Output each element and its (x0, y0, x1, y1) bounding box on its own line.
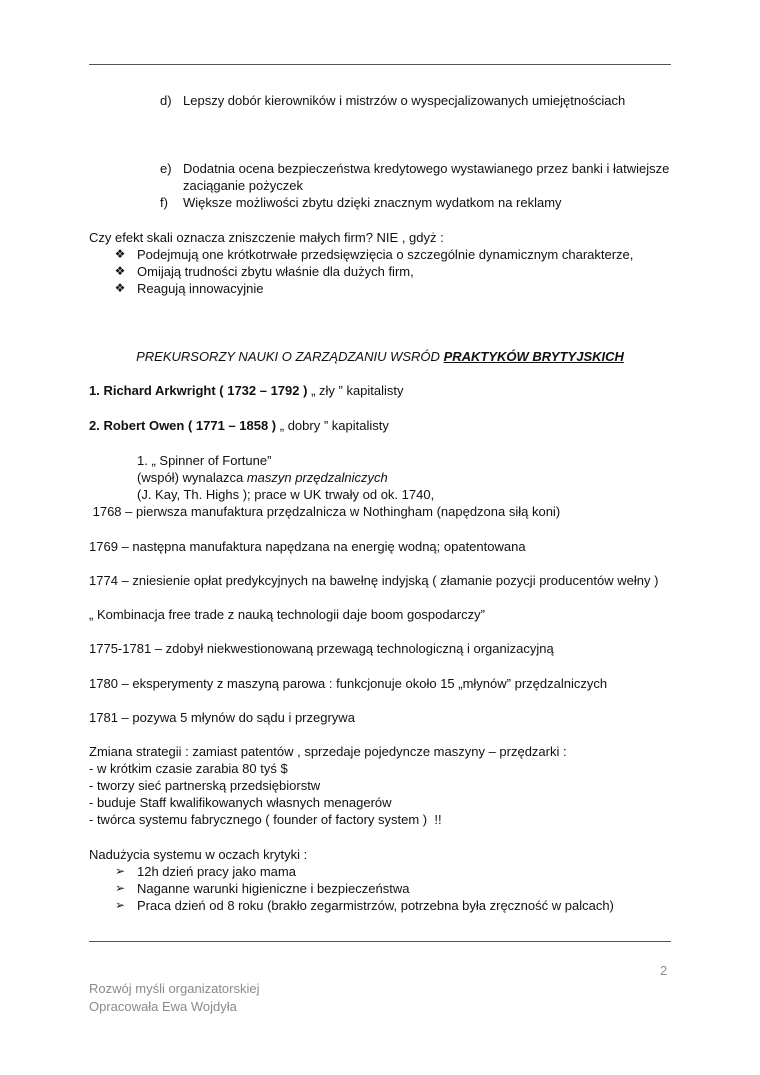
strategy-item: - buduje Staff kwalifikowanych własnych menagerów (89, 795, 392, 810)
diamond-bullet-icon: ❖ (114, 247, 126, 261)
event-line: 1774 – zniesienie opłat predykcyjnych na bawełnę indyjską ( złamanie pozycji producentów wełny ) (89, 573, 659, 588)
sub-line-2-italic: maszyn przędzalniczych (246, 470, 388, 485)
event-line: „ Kombinacja free trade z nauką technologii daje boom gospodarczy” (89, 607, 486, 622)
list-marker-f: f) (160, 195, 168, 210)
page-number: 2 (660, 963, 668, 978)
abuse-item: 12h dzień pracy jako mama (137, 864, 296, 879)
footer-rule (89, 941, 671, 942)
sub-line-2 (137, 469, 388, 486)
list-item-d: Lepszy dobór kierowników i mistrzów o wyspecjalizowanych umiejętnościach (183, 93, 626, 108)
reason-item: Reagują innowacyjnie (137, 281, 264, 296)
footer-author: Opracowała Ewa Wojdyła (89, 999, 237, 1014)
person-arkwright-label: „ zły ” kapitalisty (307, 383, 404, 398)
person-owen-label: „ dobry ” kapitalisty (276, 418, 389, 433)
event-line: 1780 – eksperymenty z maszyną parowa : funkcjonuje około 15 „młynów” przędzalniczych (89, 676, 608, 691)
event-line: 1781 – pozywa 5 młynów do sądu i przegrywa (89, 710, 355, 725)
strategy-item: - twórca systemu fabrycznego ( founder of factory system ) !! (89, 812, 442, 827)
footer-course-title: Rozwój myśli organizatorskiej (89, 981, 260, 996)
arrow-bullet-icon: ➢ (114, 864, 126, 878)
person-arkwright (89, 382, 404, 399)
abuse-item: Naganne warunki higieniczne i bezpieczeństwa (137, 881, 410, 896)
person-owen-name: 2. Robert Owen ( 1771 – 1858 ) (89, 418, 277, 433)
list-marker-e: e) (160, 161, 172, 176)
arrow-bullet-icon: ➢ (114, 881, 126, 895)
diamond-bullet-icon: ❖ (114, 264, 126, 278)
list-item-e-line2: zaciąganie pożyczek (183, 178, 303, 193)
list-item-e-line1: Dodatnia ocena bezpieczeństwa kredytowego wystawianego przez banki i łatwiejsze (183, 161, 670, 176)
list-marker-d: d) (160, 93, 172, 108)
diamond-bullet-icon: ❖ (114, 281, 126, 295)
event-line: 1769 – następna manufaktura napędzana na energię wodną; opatentowana (89, 539, 526, 554)
section-heading-emphasis: PRAKTYKÓW BRYTYJSKICH (443, 349, 624, 364)
arrow-bullet-icon: ➢ (114, 898, 126, 912)
strategy-item: - w krótkim czasie zarabia 80 tyś $ (89, 761, 288, 776)
reason-item: Omijają trudności zbytu właśnie dla dużych firm, (137, 264, 414, 279)
sub-line-2-prefix: (współ) wynalazca (137, 470, 247, 485)
event-line: 1775-1781 – zdobył niekwestionowaną przewagą technologiczną i organizacyjną (89, 641, 554, 656)
section-heading-prefix: PREKURSORZY NAUKI O ZARZĄDZANIU WSRÓD (136, 349, 444, 364)
section-heading (0, 348, 760, 365)
abuse-item: Praca dzień od 8 roku (brakło zegarmistrzów, potrzebna była zręczność w palcach) (137, 898, 614, 913)
header-rule (89, 64, 671, 65)
strategy-title: Zmiana strategii : zamiast patentów , sprzedaje pojedyncze maszyny – przędzarki : (89, 744, 567, 759)
list-item-f: Większe możliwości zbytu dzięki znacznym wydatkom na reklamy (183, 195, 562, 210)
sub-line-3: (J. Kay, Th. Highs ); prace w UK trwały od ok. 1740, (137, 487, 435, 502)
person-arkwright-name: 1. Richard Arkwright ( 1732 – 1792 ) (89, 383, 308, 398)
sub-line-1: 1. „ Spinner of Fortune” (137, 453, 272, 468)
strategy-item: - tworzy sieć partnerską przedsiębiorstw (89, 778, 321, 793)
event-line: 1768 – pierwsza manufaktura przędzalnicza w Nothingham (napędzona siłą koni) (89, 504, 561, 519)
reason-item: Podejmują one krótkotrwałe przedsięwzięcia o szczególnie dynamicznym charakterze, (137, 247, 634, 262)
person-owen (89, 417, 389, 434)
abuses-title: Nadużycia systemu w oczach krytyki : (89, 847, 308, 862)
question-text: Czy efekt skali oznacza zniszczenie małych firm? NIE , gdyż : (89, 230, 444, 245)
